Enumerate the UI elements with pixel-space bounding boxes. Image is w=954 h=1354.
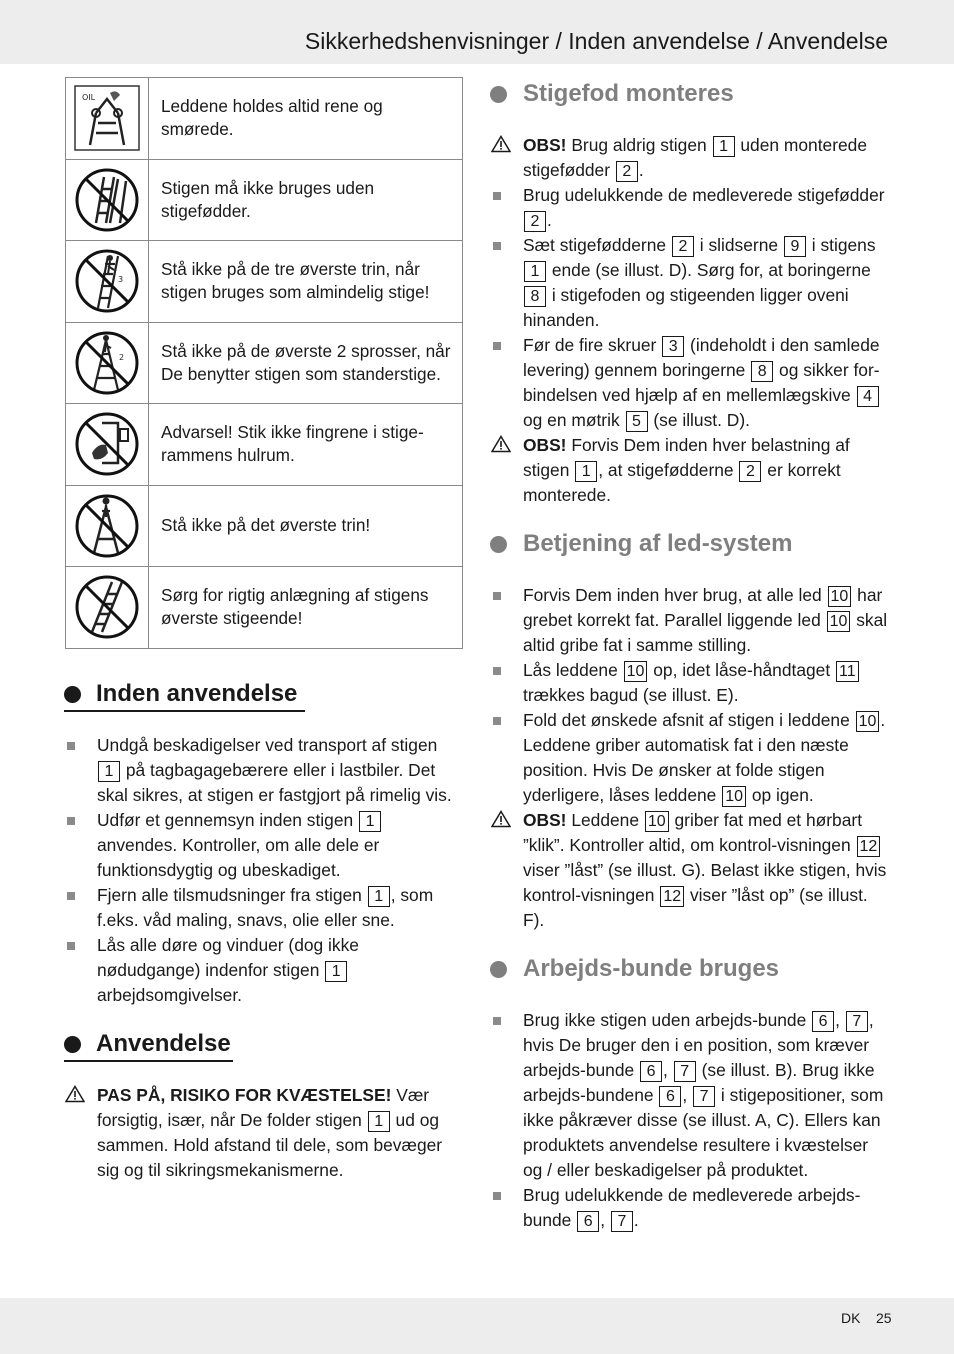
section-inden-anvendelse (64, 679, 297, 709)
section-title: Arbejds-bunde bruges (490, 954, 779, 984)
icon-table-text: Leddene holdes altid rene og smørede. (149, 78, 463, 160)
warning-triangle-icon (65, 1085, 85, 1103)
part-number-badge: 10 (645, 811, 669, 832)
svg-text:3: 3 (118, 275, 124, 285)
icon-cell (66, 78, 149, 160)
part-number-badge: 10 (722, 786, 746, 807)
list-item: Brug ikke stigen uden arbejds-bunde 6 , 7 , hvis De bruger den i en position, som kræver arbejds-bunde 6 , 7 (se illust. B). Brug ikke arbejds-bundene 6 , 7 i stigepositioner, som ikke påkræver disse (se illust. A, C). Ellers kan produktets anvendelse resultere i kvæstelser og / eller beskadigelser på produktet. (491, 1008, 891, 1183)
table-row (66, 567, 463, 649)
warning-item: OBS! Leddene 10 griber fat med et hørbart ”klik”. Kontroller altid, om kontrol-visningen 12 viser ”låst” (se illust. G). Belast ikke stigen, hvis kontrol-visningen 12 viser ”låst op” (se illust. F). (491, 808, 891, 933)
icon-cell (66, 159, 149, 241)
footer-bar (0, 1298, 954, 1354)
square-bullet-icon (493, 1192, 501, 1200)
bullet-dot-icon (490, 86, 507, 103)
part-number-badge: 1 (359, 811, 381, 832)
part-number-badge: 1 (98, 761, 120, 782)
part-number-badge: 12 (857, 836, 881, 857)
safety-icon-table (65, 77, 463, 649)
section-underline (64, 710, 305, 712)
icon-table-text: Advarsel! Stik ikke fingrene i stigerammens hulrum. (149, 404, 463, 486)
warning-triangle-icon (491, 135, 511, 153)
square-bullet-icon (493, 1017, 501, 1025)
icon-cell (66, 485, 149, 567)
icon-cell (66, 567, 149, 649)
warning-item: OBS! Forvis Dem inden hver belastning af stigen 1 , at stigefødderne 2 er korrekt monterede. (491, 433, 891, 508)
bullet-dot-icon (64, 1036, 81, 1053)
warning-triangle-icon (491, 810, 511, 828)
page-header-title: Sikkerhedshenvisninger / Inden anvendelse / Anvendelse (304, 28, 888, 54)
list-item: Sæt stigefødderne 2 i slidserne 9 i stigens 1 ende (se illust. D). Sørg for, at boringerne 8 i stigefoden og stigeenden ligger oveni hinanden. (491, 233, 891, 333)
part-number-badge: 10 (827, 611, 851, 632)
square-bullet-icon (67, 942, 75, 950)
icon-cell (66, 404, 149, 486)
betjening-list (491, 583, 891, 933)
list-item: Brug udelukkende de medleverede stigefødder 2 . (491, 183, 891, 233)
list-item: Lås alle døre og vinduer (dog ikke nødudgange) indenfor stigen 1 arbejdsomgivelser. (65, 933, 465, 1008)
inden-list (65, 733, 465, 1008)
svg-text:2: 2 (119, 352, 125, 362)
part-number-badge: 11 (836, 661, 859, 682)
square-bullet-icon (493, 592, 501, 600)
no-top-step-icon (74, 493, 140, 559)
ladder-top-placement-icon (74, 574, 140, 640)
ladder-joints-icon (74, 85, 140, 151)
part-number-badge: 6 (659, 1086, 681, 1107)
arbejds-list (491, 1008, 891, 1233)
section-title: Stigefod monteres (490, 79, 734, 109)
part-number-badge: 1 (713, 136, 735, 157)
part-number-badge: 2 (672, 236, 694, 257)
part-number-badge: 8 (751, 361, 773, 382)
list-item: Udfør et gennemsyn inden stigen 1 anvendes. Kontroller, om alle dele er funktionsdygtig og ubeskadiget. (65, 808, 465, 883)
part-number-badge: 2 (616, 161, 638, 182)
list-item: Fold det ønskede afsnit af stigen i leddene 10 . Leddene griber automatisk fat i den næste position. Hvis De ønsker at folde stigen yderligere, låses leddene 10 op igen. (491, 708, 891, 808)
square-bullet-icon (493, 192, 501, 200)
icon-table-text: Stå ikke på de øverste 2 sprosser, når De benytter stigen som standerstige. (149, 322, 463, 404)
section-arbejds-bunde (490, 954, 779, 984)
icon-cell (66, 241, 149, 323)
list-item: Før de fire skruer 3 (indeholdt i den samlede levering) gennem boringerne 8 og sikker forbindelsen ved hjælp af en mellemlægskive 4 og en møtrik 5 (se illust. D). (491, 333, 891, 433)
table-row (66, 322, 463, 404)
stigefod-list (491, 133, 891, 508)
table-row (66, 78, 463, 160)
page-number: 25 (876, 1310, 892, 1326)
part-number-badge: 1 (368, 886, 390, 907)
square-bullet-icon (67, 892, 75, 900)
icon-table-text: Sørg for rigtig anlægning af stigens øverste stigeende! (149, 567, 463, 649)
section-anvendelse (64, 1029, 231, 1059)
bullet-dot-icon (490, 961, 507, 978)
part-number-badge: 6 (812, 1011, 834, 1032)
no-ladder-without-feet-icon (74, 167, 140, 233)
square-bullet-icon (493, 242, 501, 250)
list-item: Lås leddene 10 op, idet låse-håndtaget 11 trækkes bagud (se illust. E). (491, 658, 891, 708)
section-underline (64, 1060, 233, 1062)
icon-cell (66, 322, 149, 404)
part-number-badge: 8 (524, 286, 546, 307)
no-top-two-rungs-icon (74, 330, 140, 396)
table-row (66, 241, 463, 323)
part-number-badge: 1 (368, 1111, 390, 1132)
part-number-badge: 2 (739, 461, 761, 482)
warning-triangle-icon (491, 435, 511, 453)
part-number-badge: 3 (662, 336, 684, 357)
square-bullet-icon (493, 717, 501, 725)
list-item: Fjern alle tilsmudsninger fra stigen 1 , som f.eks. våd maling, snavs, olie eller sne. (65, 883, 465, 933)
part-number-badge: 6 (577, 1211, 599, 1232)
square-bullet-icon (67, 742, 75, 750)
table-row (66, 159, 463, 241)
part-number-badge: 2 (524, 211, 546, 232)
part-number-badge: 1 (524, 261, 546, 282)
list-item: Brug udelukkende de medleverede arbejdsbunde 6 , 7 . (491, 1183, 891, 1233)
icon-table-text: Stå ikke på det øverste trin! (149, 485, 463, 567)
anvendelse-list (65, 1083, 465, 1183)
part-number-badge: 10 (828, 586, 852, 607)
warning-item: PAS PÅ, RISIKO FOR KVÆSTELSE! Vær forsigtig, især, når De folder stigen 1 ud og sammen. Hold afstand til dele, som bevæger sig og til sikringsmekanismerne. (65, 1083, 465, 1183)
bullet-dot-icon (490, 536, 507, 553)
part-number-badge: 7 (674, 1061, 696, 1082)
section-title: Inden anvendelse (64, 679, 297, 709)
svg-text:OIL: OIL (82, 93, 96, 103)
section-title: Anvendelse (64, 1029, 231, 1059)
part-number-badge: 12 (660, 886, 684, 907)
bullet-dot-icon (64, 686, 81, 703)
part-number-badge: 1 (325, 961, 347, 982)
square-bullet-icon (493, 342, 501, 350)
part-number-badge: 5 (626, 411, 648, 432)
table-row (66, 485, 463, 567)
section-stigefod (490, 79, 734, 109)
list-item: Forvis Dem inden hver brug, at alle led 10 har grebet korrekt fat. Parallel liggende led 10 skal altid gribe fat i samme stilling. (491, 583, 891, 658)
part-number-badge: 7 (693, 1086, 715, 1107)
warning-item: OBS! Brug aldrig stigen 1 uden monterede stigefødder 2 . (491, 133, 891, 183)
part-number-badge: 7 (846, 1011, 868, 1032)
part-number-badge: 9 (784, 236, 806, 257)
no-top-three-rungs-icon (74, 248, 140, 314)
part-number-badge: 4 (857, 386, 879, 407)
icon-table-text: Stigen må ikke bruges uden stigefødder. (149, 159, 463, 241)
square-bullet-icon (493, 667, 501, 675)
language-code: DK (841, 1310, 861, 1326)
table-row (66, 404, 463, 486)
part-number-badge: 1 (575, 461, 597, 482)
no-fingers-in-frame-icon (74, 411, 140, 477)
part-number-badge: 10 (624, 661, 648, 682)
part-number-badge: 6 (640, 1061, 662, 1082)
icon-table-text: Stå ikke på de tre øverste trin, når stigen bruges som almindelig stige! (149, 241, 463, 323)
square-bullet-icon (67, 817, 75, 825)
section-title: Betjening af led-system (490, 529, 792, 559)
part-number-badge: 7 (611, 1211, 633, 1232)
list-item: Undgå beskadigelser ved transport af stigen 1 på tagbagagebærere eller i lastbiler. Det skal sikres, at stigen er fastgjort på rimelig vis. (65, 733, 465, 808)
part-number-badge: 10 (856, 711, 880, 732)
section-betjening (490, 529, 792, 559)
